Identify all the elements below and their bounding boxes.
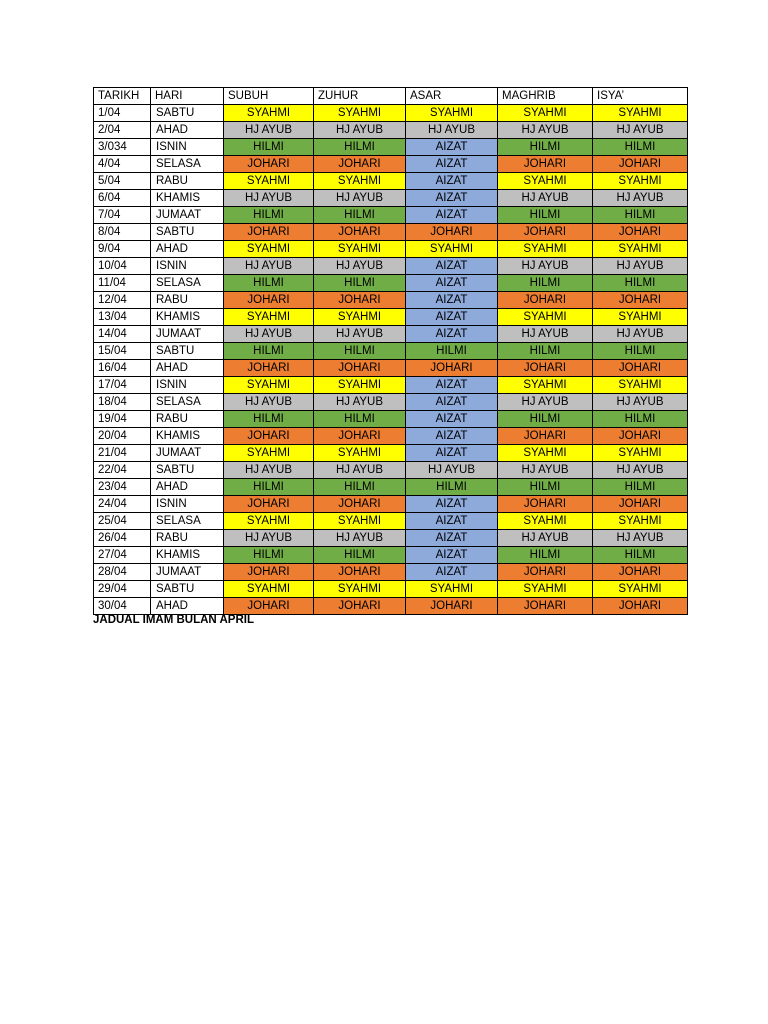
date-cell: 29/04 — [94, 581, 151, 598]
date-cell: 16/04 — [94, 360, 151, 377]
imam-cell: HILMI — [593, 207, 688, 224]
date-cell: 3/034 — [94, 139, 151, 156]
imam-cell: SYAHMI — [224, 173, 314, 190]
day-cell: SABTU — [151, 224, 224, 241]
date-cell: 24/04 — [94, 496, 151, 513]
imam-cell: SYAHMI — [498, 241, 593, 258]
imam-cell: JOHARI — [314, 156, 406, 173]
imam-cell: JOHARI — [593, 598, 688, 615]
imam-cell: JOHARI — [314, 292, 406, 309]
schedule-row — [94, 173, 688, 190]
imam-cell: HILMI — [406, 479, 498, 496]
imam-cell: JOHARI — [406, 360, 498, 377]
imam-cell: HJ AYUB — [498, 190, 593, 207]
imam-cell: AIZAT — [406, 275, 498, 292]
imam-cell: SYAHMI — [593, 377, 688, 394]
imam-cell: HJ AYUB — [224, 530, 314, 547]
imam-cell: HILMI — [498, 547, 593, 564]
imam-cell: HJ AYUB — [593, 258, 688, 275]
schedule-row — [94, 394, 688, 411]
imam-cell: SYAHMI — [314, 241, 406, 258]
date-cell: 9/04 — [94, 241, 151, 258]
imam-cell: HILMI — [498, 207, 593, 224]
imam-cell: AIZAT — [406, 139, 498, 156]
imam-cell: HJ AYUB — [498, 326, 593, 343]
imam-cell: HJ AYUB — [498, 462, 593, 479]
date-cell: 12/04 — [94, 292, 151, 309]
imam-schedule-sheet — [93, 87, 688, 615]
day-cell: AHAD — [151, 360, 224, 377]
day-cell: AHAD — [151, 598, 224, 615]
header-isya: ISYA’ — [593, 88, 688, 105]
date-cell: 30/04 — [94, 598, 151, 615]
imam-cell: HJ AYUB — [314, 122, 406, 139]
schedule-row — [94, 224, 688, 241]
imam-cell: SYAHMI — [224, 581, 314, 598]
imam-cell: HJ AYUB — [498, 258, 593, 275]
day-cell: JUMAAT — [151, 207, 224, 224]
imam-cell: SYAHMI — [224, 377, 314, 394]
imam-cell: HJ AYUB — [314, 462, 406, 479]
imam-cell: AIZAT — [406, 496, 498, 513]
schedule-row — [94, 105, 688, 122]
schedule-caption: JADUAL IMAM BULAN APRIL — [93, 614, 254, 626]
imam-cell: AIZAT — [406, 428, 498, 445]
day-cell: SELASA — [151, 394, 224, 411]
header-row — [94, 88, 688, 105]
schedule-row — [94, 598, 688, 615]
imam-cell: HJ AYUB — [224, 326, 314, 343]
imam-cell: JOHARI — [498, 496, 593, 513]
imam-cell: HJ AYUB — [593, 462, 688, 479]
imam-cell: JOHARI — [593, 224, 688, 241]
day-cell: RABU — [151, 292, 224, 309]
imam-cell: HILMI — [224, 479, 314, 496]
imam-cell: SYAHMI — [593, 513, 688, 530]
imam-cell: SYAHMI — [314, 445, 406, 462]
date-cell: 19/04 — [94, 411, 151, 428]
imam-cell: HJ AYUB — [593, 122, 688, 139]
imam-cell: HILMI — [314, 547, 406, 564]
imam-cell: HILMI — [224, 343, 314, 360]
schedule-body — [94, 105, 688, 615]
day-cell: AHAD — [151, 479, 224, 496]
imam-cell: HILMI — [593, 479, 688, 496]
imam-cell: AIZAT — [406, 513, 498, 530]
date-cell: 23/04 — [94, 479, 151, 496]
day-cell: AHAD — [151, 241, 224, 258]
date-cell: 28/04 — [94, 564, 151, 581]
imam-cell: HJ AYUB — [224, 258, 314, 275]
date-cell: 11/04 — [94, 275, 151, 292]
imam-cell: AIZAT — [406, 530, 498, 547]
imam-cell: AIZAT — [406, 156, 498, 173]
imam-cell: JOHARI — [224, 428, 314, 445]
imam-cell: HILMI — [498, 139, 593, 156]
imam-cell: AIZAT — [406, 326, 498, 343]
schedule-row — [94, 445, 688, 462]
imam-cell: AIZAT — [406, 445, 498, 462]
day-cell: KHAMIS — [151, 428, 224, 445]
imam-cell: SYAHMI — [314, 309, 406, 326]
imam-cell: HILMI — [314, 139, 406, 156]
imam-cell: HJ AYUB — [593, 190, 688, 207]
date-cell: 13/04 — [94, 309, 151, 326]
imam-cell: HJ AYUB — [593, 530, 688, 547]
imam-cell: JOHARI — [593, 360, 688, 377]
schedule-row — [94, 428, 688, 445]
imam-cell: JOHARI — [314, 360, 406, 377]
day-cell: RABU — [151, 173, 224, 190]
imam-cell: JOHARI — [498, 224, 593, 241]
imam-cell: HJ AYUB — [498, 530, 593, 547]
date-cell: 14/04 — [94, 326, 151, 343]
schedule-row — [94, 258, 688, 275]
imam-cell: HILMI — [224, 275, 314, 292]
day-cell: SABTU — [151, 462, 224, 479]
imam-cell: AIZAT — [406, 309, 498, 326]
schedule-row — [94, 241, 688, 258]
imam-cell: JOHARI — [224, 156, 314, 173]
imam-cell: SYAHMI — [593, 241, 688, 258]
imam-cell: HILMI — [314, 275, 406, 292]
imam-cell: HILMI — [314, 411, 406, 428]
imam-cell: JOHARI — [314, 224, 406, 241]
imam-cell: JOHARI — [593, 496, 688, 513]
date-cell: 27/04 — [94, 547, 151, 564]
schedule-row — [94, 462, 688, 479]
imam-cell: HILMI — [593, 139, 688, 156]
imam-cell: SYAHMI — [593, 173, 688, 190]
imam-cell: HJ AYUB — [224, 394, 314, 411]
imam-cell: HJ AYUB — [498, 122, 593, 139]
date-cell: 4/04 — [94, 156, 151, 173]
imam-cell: HILMI — [498, 343, 593, 360]
schedule-row — [94, 275, 688, 292]
schedule-row — [94, 513, 688, 530]
imam-cell: SYAHMI — [224, 445, 314, 462]
imam-cell: HJ AYUB — [314, 394, 406, 411]
imam-cell: JOHARI — [224, 224, 314, 241]
imam-cell: AIZAT — [406, 190, 498, 207]
schedule-row — [94, 479, 688, 496]
imam-cell: HILMI — [224, 411, 314, 428]
schedule-row — [94, 139, 688, 156]
schedule-row — [94, 156, 688, 173]
day-cell: ISNIN — [151, 258, 224, 275]
day-cell: JUMAAT — [151, 564, 224, 581]
imam-cell: AIZAT — [406, 564, 498, 581]
imam-cell: HILMI — [593, 275, 688, 292]
date-cell: 5/04 — [94, 173, 151, 190]
schedule-row — [94, 326, 688, 343]
imam-cell: HILMI — [314, 479, 406, 496]
schedule-row — [94, 292, 688, 309]
schedule-row — [94, 564, 688, 581]
day-cell: ISNIN — [151, 496, 224, 513]
date-cell: 26/04 — [94, 530, 151, 547]
imam-cell: SYAHMI — [498, 309, 593, 326]
imam-cell: HILMI — [498, 479, 593, 496]
day-cell: SABTU — [151, 581, 224, 598]
imam-cell: SYAHMI — [314, 105, 406, 122]
imam-cell: HJ AYUB — [593, 326, 688, 343]
imam-cell: AIZAT — [406, 292, 498, 309]
schedule-row — [94, 190, 688, 207]
imam-cell: AIZAT — [406, 547, 498, 564]
imam-cell: SYAHMI — [498, 173, 593, 190]
imam-cell: HJ AYUB — [498, 394, 593, 411]
imam-cell: JOHARI — [224, 292, 314, 309]
imam-cell: SYAHMI — [224, 309, 314, 326]
schedule-row — [94, 309, 688, 326]
imam-cell: JOHARI — [498, 564, 593, 581]
date-cell: 22/04 — [94, 462, 151, 479]
imam-cell: AIZAT — [406, 394, 498, 411]
imam-cell: SYAHMI — [498, 445, 593, 462]
imam-cell: HILMI — [314, 343, 406, 360]
schedule-row — [94, 581, 688, 598]
day-cell: JUMAAT — [151, 326, 224, 343]
date-cell: 15/04 — [94, 343, 151, 360]
imam-cell: SYAHMI — [498, 513, 593, 530]
imam-cell: JOHARI — [406, 224, 498, 241]
imam-cell: JOHARI — [593, 564, 688, 581]
imam-cell: HILMI — [593, 343, 688, 360]
imam-cell: HILMI — [406, 343, 498, 360]
date-cell: 10/04 — [94, 258, 151, 275]
schedule-row — [94, 343, 688, 360]
header-zuhur: ZUHUR — [314, 88, 406, 105]
imam-cell: SYAHMI — [498, 377, 593, 394]
imam-cell: HJ AYUB — [224, 122, 314, 139]
imam-cell: JOHARI — [224, 598, 314, 615]
imam-cell: SYAHMI — [314, 377, 406, 394]
imam-cell: JOHARI — [593, 156, 688, 173]
imam-cell: SYAHMI — [314, 513, 406, 530]
imam-cell: SYAHMI — [593, 105, 688, 122]
imam-cell: HJ AYUB — [593, 394, 688, 411]
imam-cell: HILMI — [224, 547, 314, 564]
day-cell: RABU — [151, 530, 224, 547]
imam-cell: JOHARI — [498, 360, 593, 377]
date-cell: 7/04 — [94, 207, 151, 224]
imam-cell: AIZAT — [406, 377, 498, 394]
imam-cell: SYAHMI — [224, 513, 314, 530]
imam-cell: JOHARI — [224, 564, 314, 581]
imam-cell: HJ AYUB — [224, 190, 314, 207]
imam-cell: HILMI — [593, 547, 688, 564]
date-cell: 6/04 — [94, 190, 151, 207]
imam-cell: JOHARI — [314, 428, 406, 445]
imam-cell: SYAHMI — [593, 581, 688, 598]
date-cell: 1/04 — [94, 105, 151, 122]
schedule-row — [94, 122, 688, 139]
imam-cell: HILMI — [224, 139, 314, 156]
schedule-row — [94, 547, 688, 564]
imam-cell: HJ AYUB — [406, 462, 498, 479]
date-cell: 21/04 — [94, 445, 151, 462]
imam-cell: HILMI — [224, 207, 314, 224]
schedule-row — [94, 360, 688, 377]
imam-cell: JOHARI — [593, 292, 688, 309]
imam-cell: HILMI — [593, 411, 688, 428]
imam-cell: SYAHMI — [498, 581, 593, 598]
imam-cell: JOHARI — [224, 496, 314, 513]
imam-cell: HJ AYUB — [314, 258, 406, 275]
imam-cell: HJ AYUB — [314, 190, 406, 207]
imam-cell: SYAHMI — [224, 105, 314, 122]
day-cell: ISNIN — [151, 377, 224, 394]
day-cell: KHAMIS — [151, 547, 224, 564]
imam-cell: SYAHMI — [314, 581, 406, 598]
schedule-row — [94, 411, 688, 428]
imam-cell: JOHARI — [498, 428, 593, 445]
schedule-row — [94, 377, 688, 394]
imam-cell: JOHARI — [498, 292, 593, 309]
imam-cell: AIZAT — [406, 173, 498, 190]
imam-schedule-table — [93, 87, 688, 615]
imam-cell: HJ AYUB — [224, 462, 314, 479]
imam-cell: JOHARI — [224, 360, 314, 377]
imam-cell: HJ AYUB — [314, 530, 406, 547]
imam-cell: JOHARI — [498, 156, 593, 173]
imam-cell: HILMI — [498, 411, 593, 428]
day-cell: RABU — [151, 411, 224, 428]
imam-cell: SYAHMI — [498, 105, 593, 122]
imam-cell: SYAHMI — [593, 309, 688, 326]
schedule-row — [94, 207, 688, 224]
imam-cell: SYAHMI — [406, 105, 498, 122]
day-cell: KHAMIS — [151, 190, 224, 207]
imam-cell: AIZAT — [406, 258, 498, 275]
schedule-row — [94, 530, 688, 547]
imam-cell: SYAHMI — [406, 241, 498, 258]
imam-cell: SYAHMI — [314, 173, 406, 190]
imam-cell: AIZAT — [406, 207, 498, 224]
header-tarikh: TARIKH — [94, 88, 151, 105]
imam-cell: SYAHMI — [406, 581, 498, 598]
header-maghrib: MAGHRIB — [498, 88, 593, 105]
date-cell: 20/04 — [94, 428, 151, 445]
day-cell: AHAD — [151, 122, 224, 139]
imam-cell: JOHARI — [593, 428, 688, 445]
schedule-row — [94, 496, 688, 513]
date-cell: 2/04 — [94, 122, 151, 139]
day-cell: JUMAAT — [151, 445, 224, 462]
imam-cell: HJ AYUB — [406, 122, 498, 139]
date-cell: 17/04 — [94, 377, 151, 394]
day-cell: SELASA — [151, 513, 224, 530]
date-cell: 18/04 — [94, 394, 151, 411]
day-cell: SABTU — [151, 343, 224, 360]
day-cell: KHAMIS — [151, 309, 224, 326]
imam-cell: HILMI — [498, 275, 593, 292]
imam-cell: HJ AYUB — [314, 326, 406, 343]
imam-cell: JOHARI — [314, 564, 406, 581]
date-cell: 8/04 — [94, 224, 151, 241]
day-cell: SABTU — [151, 105, 224, 122]
date-cell: 25/04 — [94, 513, 151, 530]
header-subuh: SUBUH — [224, 88, 314, 105]
day-cell: SELASA — [151, 156, 224, 173]
day-cell: SELASA — [151, 275, 224, 292]
header-asar: ASAR — [406, 88, 498, 105]
imam-cell: JOHARI — [314, 598, 406, 615]
imam-cell: JOHARI — [498, 598, 593, 615]
imam-cell: HILMI — [314, 207, 406, 224]
imam-cell: JOHARI — [314, 496, 406, 513]
imam-cell: AIZAT — [406, 411, 498, 428]
imam-cell: SYAHMI — [593, 445, 688, 462]
imam-cell: JOHARI — [406, 598, 498, 615]
imam-cell: SYAHMI — [224, 241, 314, 258]
day-cell: ISNIN — [151, 139, 224, 156]
header-hari: HARI — [151, 88, 224, 105]
